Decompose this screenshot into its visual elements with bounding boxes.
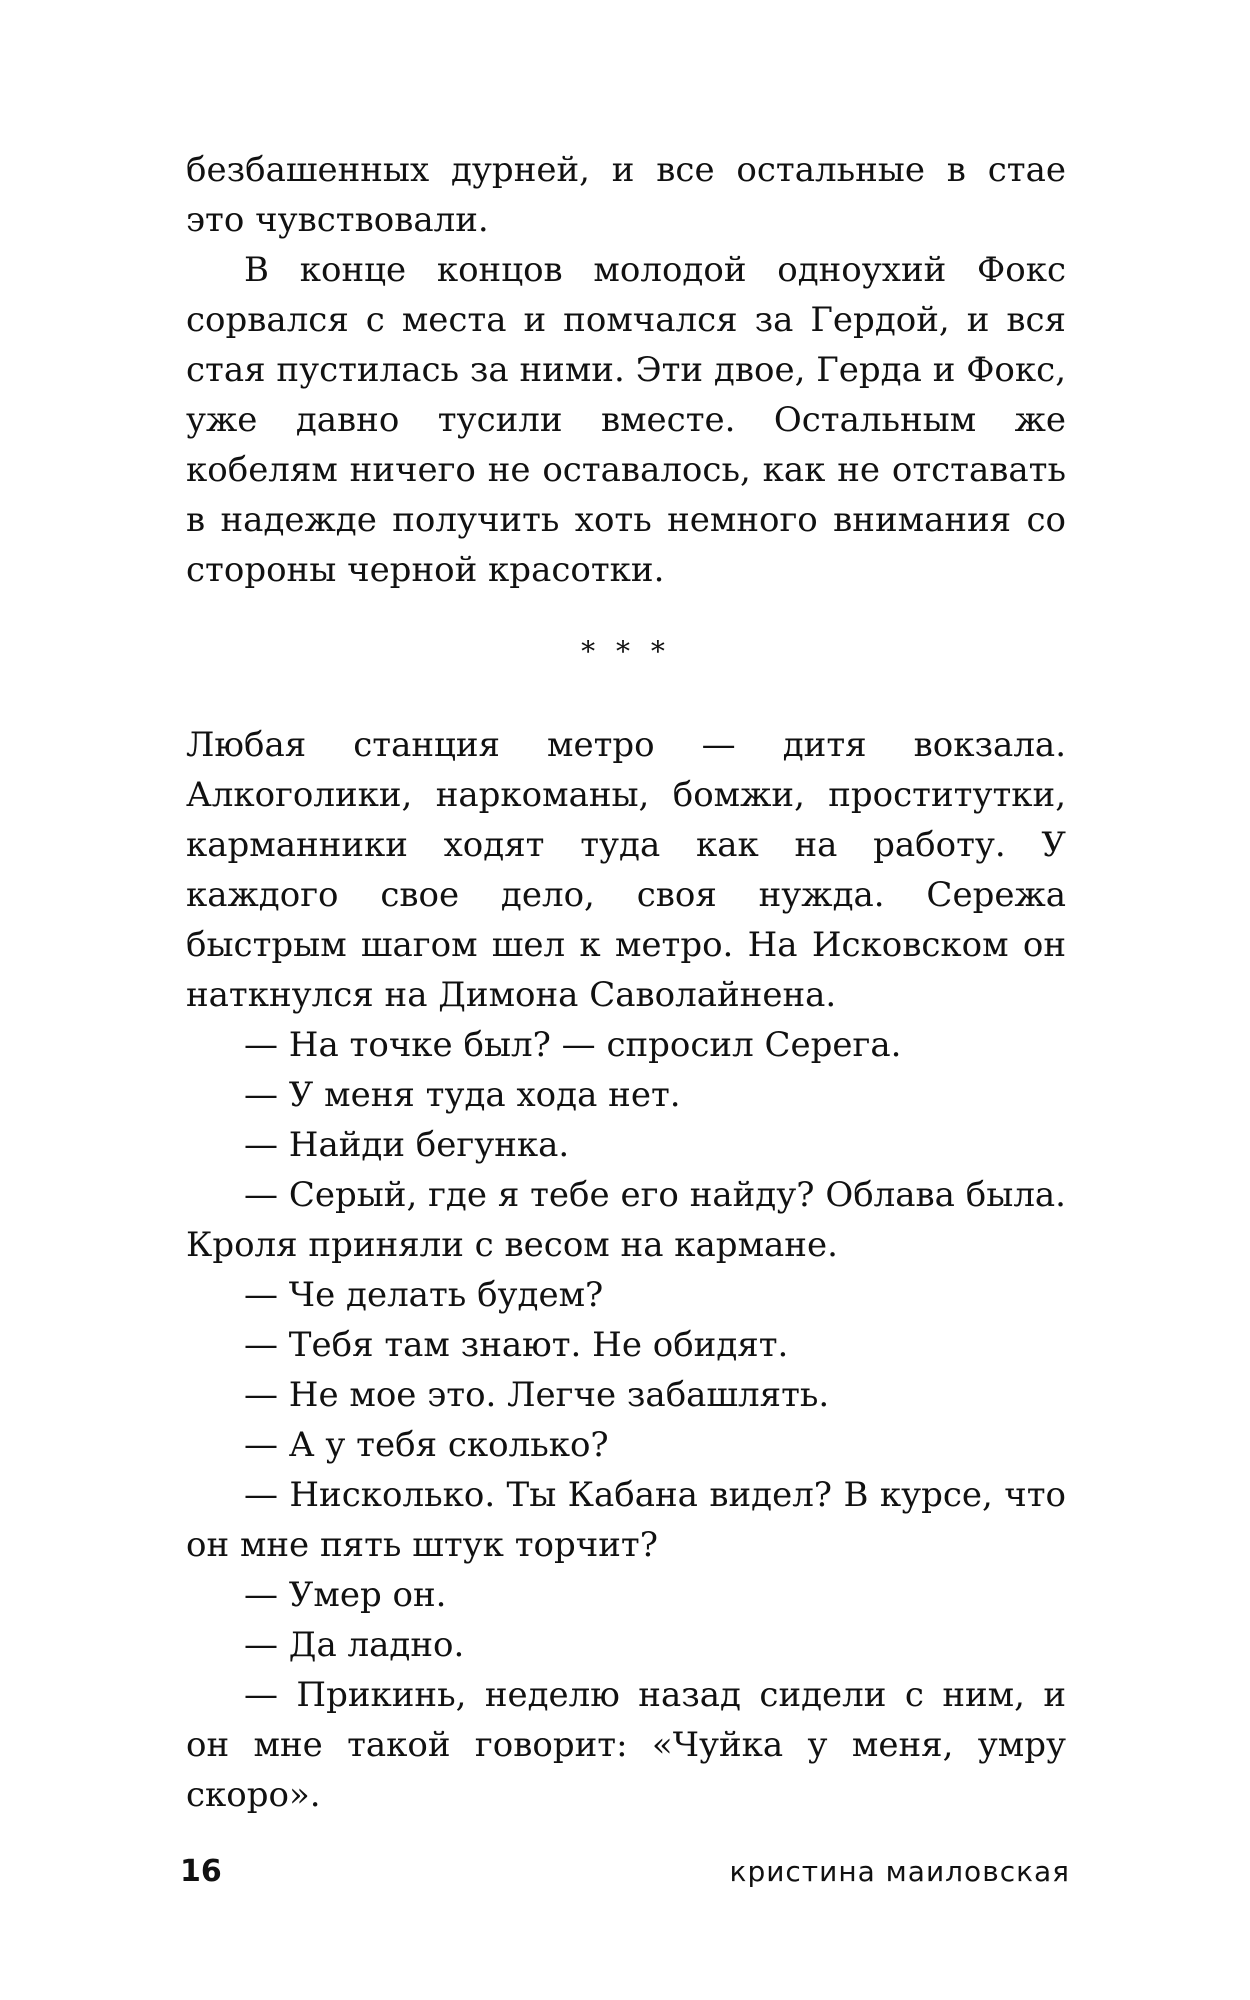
paragraph: В конце концов молодой одноухий Фокс сорвался с места и помчался за Гердой, и вся стая пустилась за ними. Эти двое, Герда и Фокс, уже давно тусили вместе. Остальным же кобелям ничего не оставалось, как не отставать в надежде получить хоть немного внимания со стороны черной красотки. (186, 250, 1066, 590)
dialogue-line: — Найди бегунка. (244, 1125, 570, 1165)
dialogue-line: — Серый, где я тебе его найду? Облава была. Кроля приняли с весом на кармане. (186, 1175, 1066, 1265)
text-block-bottom (186, 720, 1066, 1820)
text-block-top (186, 145, 1066, 595)
dialogue-line: — Да ладно. (244, 1625, 465, 1665)
paragraph: Любая станция метро — дитя вокзала. Алкоголики, наркоманы, бомжи, проститутки, карманники ходят туда как на работу. У каждого свое дело, своя нужда. Сережа быстрым шагом шел к метро. На Исковском он наткнулся на Димона Саволайнена. (186, 725, 1066, 1015)
dialogue-line: — Прикинь, неделю назад сидели с ним, и он мне такой говорит: «Чуйка у меня, умру скоро». (186, 1675, 1066, 1815)
dialogue-line: — Нисколько. Ты Кабана видел? В курсе, что он мне пять штук торчит? (186, 1475, 1066, 1565)
dialogue-line: — На точке был? — спросил Серега. (244, 1025, 902, 1065)
dialogue-line: — Тебя там знают. Не обидят. (244, 1325, 789, 1365)
page-number: 16 (180, 1854, 222, 1889)
section-separator: * * * (581, 635, 671, 668)
paragraph: безбашенных дурней, и все остальные в стае это чувствовали. (186, 150, 1066, 240)
running-footer-author: кристина маиловская (729, 1855, 1070, 1888)
dialogue-line: — У меня туда хода нет. (244, 1075, 681, 1115)
dialogue-line: — Че делать будем? (244, 1275, 604, 1315)
dialogue-line: — Не мое это. Легче забашлять. (244, 1375, 830, 1415)
dialogue-line: — А у тебя сколько? (244, 1425, 609, 1465)
dialogue-line: — Умер он. (244, 1575, 447, 1615)
